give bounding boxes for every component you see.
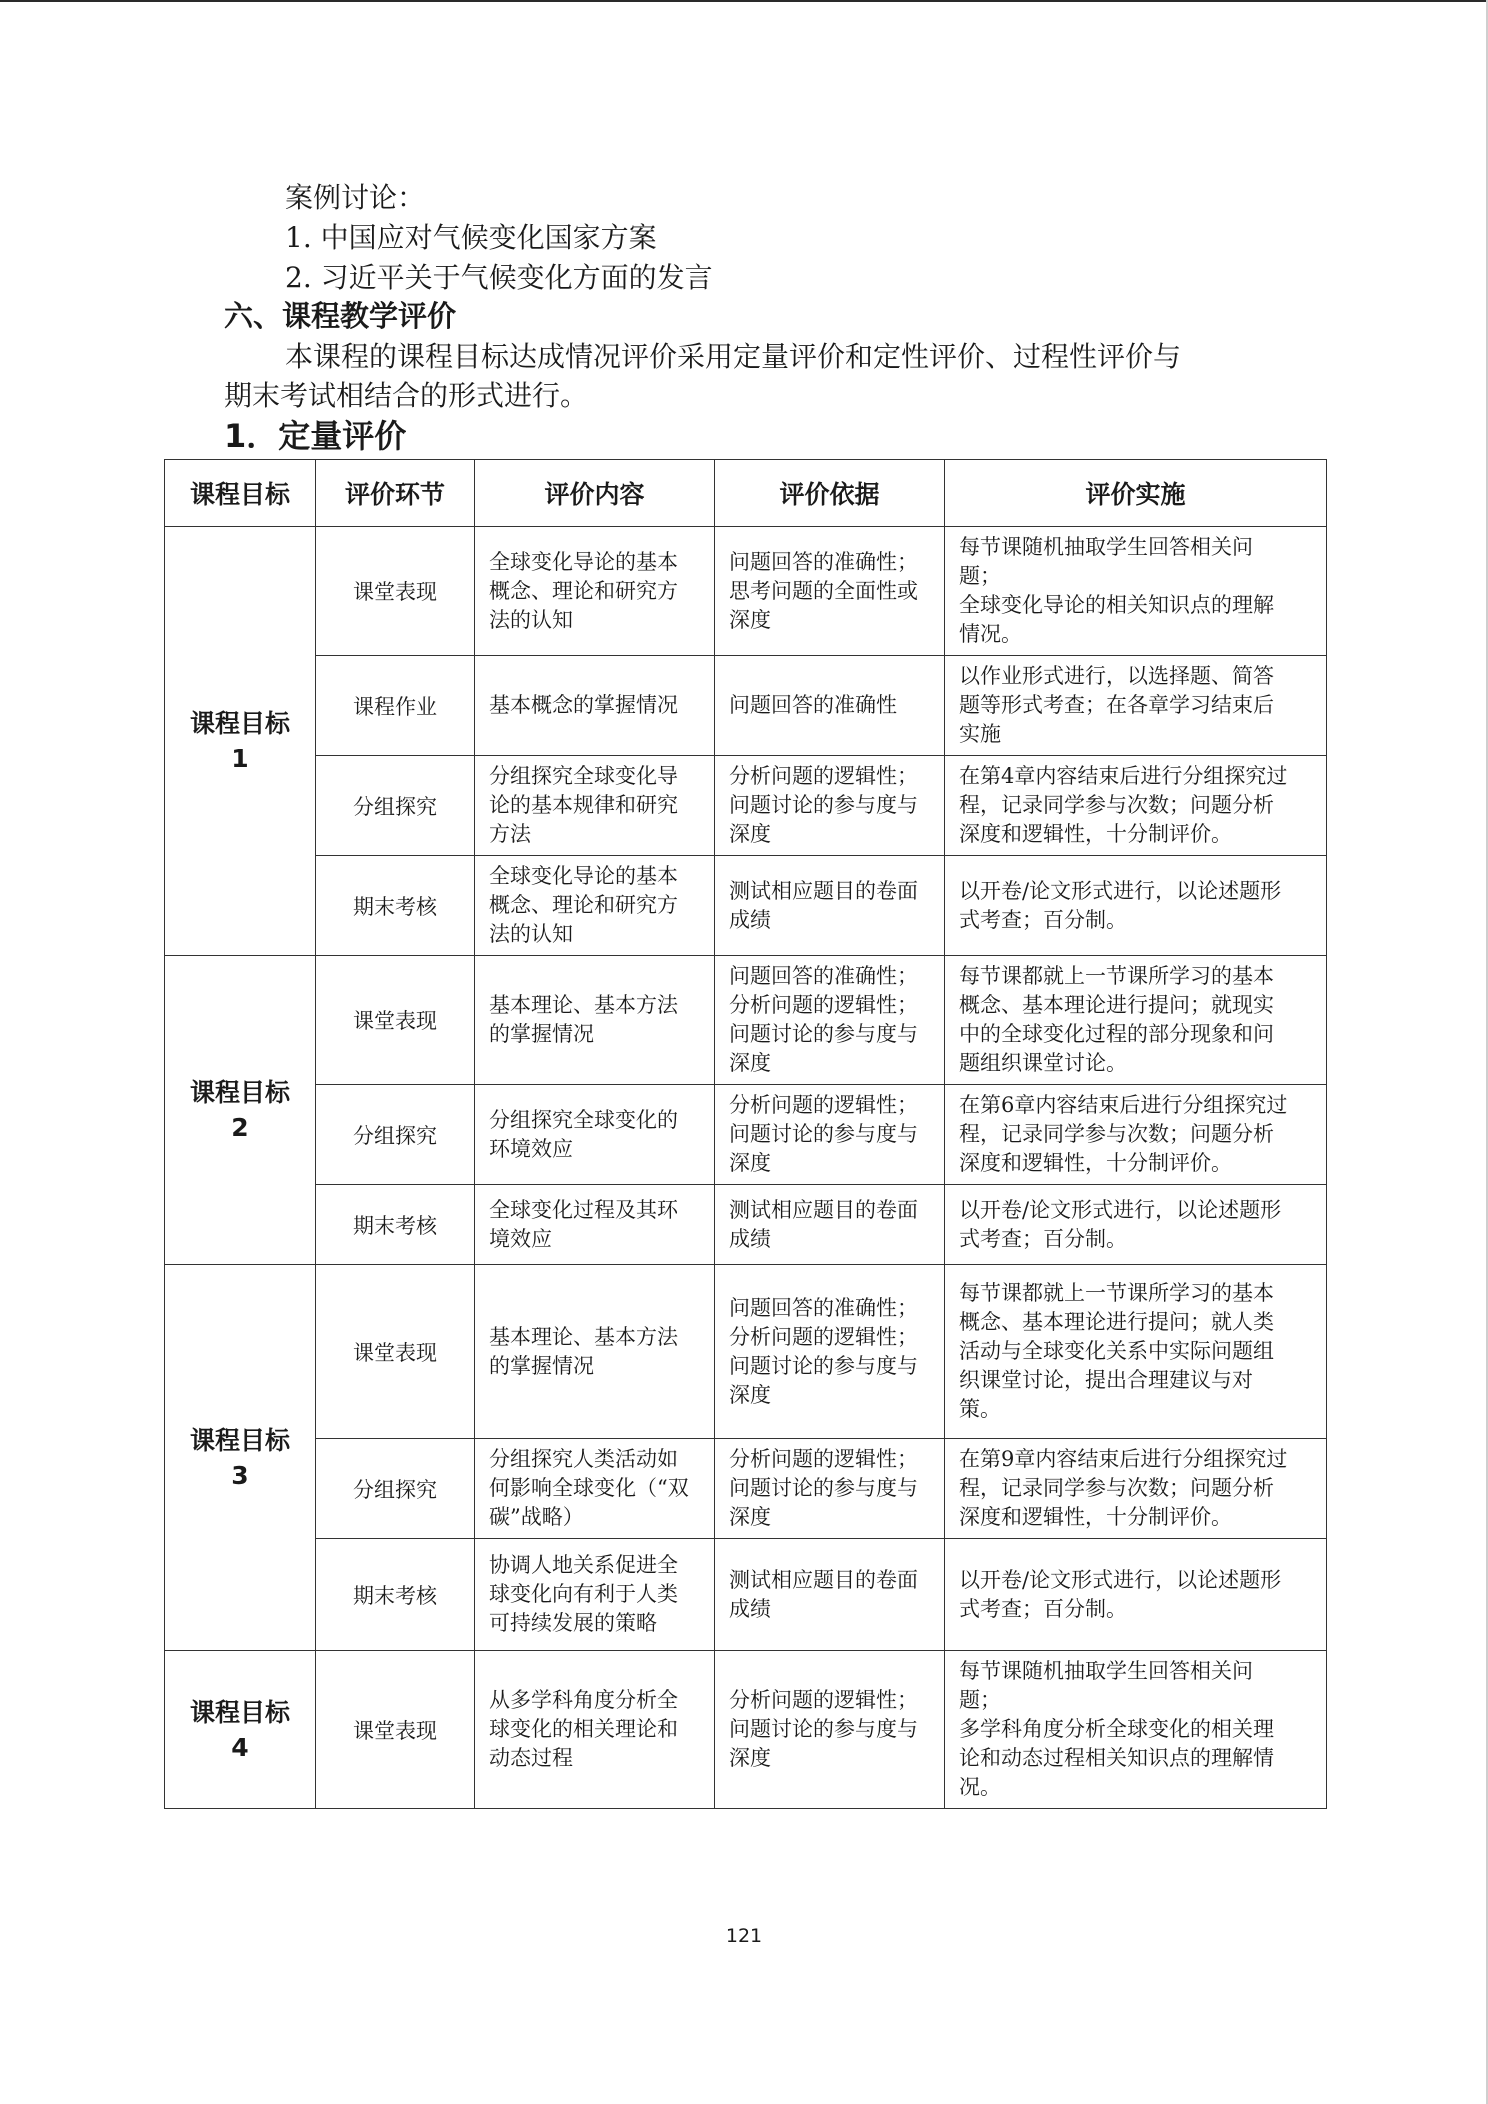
evaluation-basis-cell (715, 656, 945, 756)
table-row (165, 1185, 1327, 1265)
implementation-line: 中的全球变化过程的部分现象和问 (959, 1022, 1274, 1046)
table-body (165, 527, 1327, 1809)
evaluation-implementation-cell (945, 856, 1327, 956)
content-line: 方法 (489, 822, 531, 846)
implementation-line: 每节课随机抽取学生回答相关问 (959, 535, 1253, 559)
evaluation-link-cell: 期末考核 (316, 1539, 475, 1651)
evaluation-basis-cell (715, 1265, 945, 1439)
evaluation-link-cell: 课堂表现 (316, 527, 475, 656)
evaluation-content-cell (475, 527, 715, 656)
page-top-border (0, 0, 1488, 2)
evaluation-link-cell: 课堂表现 (316, 1651, 475, 1809)
implementation-line: 题组织课堂讨论。 (959, 1051, 1127, 1075)
basis-line: 分析问题的逻辑性； (729, 1324, 918, 1349)
goal-line: 课程目标 (189, 709, 290, 738)
evaluation-content-cell (475, 1651, 715, 1809)
implementation-line: 况。 (959, 1775, 1001, 1799)
goal-cell (165, 1265, 316, 1651)
evaluation-content-cell (475, 656, 715, 756)
intro-line-2: 期末考试相结合的形式进行。 (224, 379, 589, 412)
implementation-line: 式考查；百分制。 (959, 1226, 1127, 1251)
evaluation-link-cell: 分组探究 (316, 1439, 475, 1539)
evaluation-implementation-cell (945, 1085, 1327, 1185)
content-line: 协调人地关系促进全 (489, 1553, 678, 1577)
table-row (165, 756, 1327, 856)
basis-line: 深度 (729, 822, 771, 846)
implementation-line: 在第4章内容结束后进行分组探究过 (959, 764, 1288, 788)
implementation-line: 以开卷/论文形式进行，以论述题形 (959, 1197, 1282, 1222)
evaluation-implementation-cell (945, 656, 1327, 756)
table-row (165, 1265, 1327, 1439)
basis-line: 深度 (729, 1151, 771, 1175)
content-line: 分组探究全球变化导 (489, 764, 678, 788)
implementation-line: 在第9章内容结束后进行分组探究过 (959, 1447, 1288, 1471)
goal-cell (165, 527, 316, 956)
basis-line: 问题回答的准确性 (729, 693, 897, 717)
content-line: 全球变化导论的基本 (489, 549, 678, 574)
basis-line: 测试相应题目的卷面 (729, 1197, 918, 1222)
content-line: 法的认知 (489, 607, 573, 632)
header-content: 评价内容 (475, 460, 715, 527)
goal-line: 课程目标 (189, 1697, 290, 1727)
implementation-line: 每节课都就上一节课所学习的基本 (959, 964, 1274, 988)
evaluation-link-cell: 分组探究 (316, 1085, 475, 1185)
basis-line: 问题讨论的参与度与 (729, 793, 918, 817)
basis-line: 问题回答的准确性； (729, 964, 918, 988)
content-line: 全球变化导论的基本 (489, 864, 678, 888)
goal-line: 1 (231, 744, 249, 773)
basis-line: 问题讨论的参与度与 (729, 1353, 918, 1378)
content-line: 概念、理论和研究方 (489, 578, 678, 603)
implementation-line: 全球变化导论的相关知识点的理解 (959, 593, 1274, 617)
evaluation-link-cell: 课程作业 (316, 656, 475, 756)
basis-line: 问题讨论的参与度与 (729, 1476, 918, 1500)
implementation-line: 织课堂讨论，提出合理建议与对 (959, 1368, 1253, 1392)
goal-cell (165, 956, 316, 1265)
evaluation-implementation-cell (945, 1265, 1327, 1439)
evaluation-content-cell (475, 1265, 715, 1439)
evaluation-basis-cell (715, 756, 945, 856)
evaluation-content-cell (475, 1185, 715, 1265)
content-line: 基本理论、基本方法 (489, 1324, 678, 1349)
implementation-line: 深度和逻辑性，十分制评价。 (959, 1151, 1232, 1175)
implementation-line: 以作业形式进行，以选择题、简答 (959, 664, 1274, 688)
table-row (165, 656, 1327, 756)
basis-line: 问题讨论的参与度与 (729, 1022, 918, 1046)
implementation-line: 题； (959, 564, 1001, 588)
evaluation-implementation-cell (945, 1539, 1327, 1651)
content-line: 论的基本规律和研究 (489, 793, 678, 817)
basis-line: 成绩 (729, 907, 771, 932)
content-line: 分组探究全球变化的 (489, 1107, 678, 1132)
content-line: 法的认知 (489, 922, 573, 946)
implementation-line: 程，记录同学参与次数；问题分析 (959, 793, 1274, 817)
evaluation-link-cell: 分组探究 (316, 756, 475, 856)
page-number: 121 (725, 1925, 763, 1947)
basis-line: 分析问题的逻辑性； (729, 993, 918, 1017)
implementation-line: 题； (959, 1688, 1001, 1712)
evaluation-content-cell (475, 756, 715, 856)
evaluation-content-cell (475, 856, 715, 956)
content-line: 分组探究人类活动如 (489, 1447, 678, 1471)
evaluation-implementation-cell (945, 1185, 1327, 1265)
basis-line: 测试相应题目的卷面 (729, 878, 918, 903)
goal-line: 2 (231, 1113, 249, 1142)
basis-line: 问题讨论的参与度与 (729, 1717, 918, 1741)
table-row (165, 1439, 1327, 1539)
evaluation-implementation-cell (945, 956, 1327, 1085)
goal-line: 课程目标 (189, 1425, 290, 1455)
implementation-line: 活动与全球变化关系中实际问题组 (959, 1339, 1274, 1363)
table-row (165, 1085, 1327, 1185)
table-row (165, 1651, 1327, 1809)
content-line: 全球变化过程及其环 (489, 1197, 678, 1222)
implementation-line: 在第6章内容结束后进行分组探究过 (959, 1093, 1288, 1117)
content-line: 基本理论、基本方法 (489, 993, 678, 1017)
evaluation-content-cell (475, 1439, 715, 1539)
basis-line: 深度 (729, 607, 771, 632)
evaluation-implementation-cell (945, 1651, 1327, 1809)
table-header-row (165, 460, 1327, 527)
evaluation-table (164, 459, 1327, 1809)
content-line: 概念、理论和研究方 (489, 893, 678, 917)
table-row (165, 956, 1327, 1085)
implementation-line: 以开卷/论文形式进行，以论述题形 (959, 1567, 1282, 1592)
content-line: 从多学科角度分析全 (489, 1688, 678, 1712)
table-row (165, 527, 1327, 656)
implementation-line: 以开卷/论文形式进行，以论述题形 (959, 878, 1282, 903)
evaluation-link-cell: 课堂表现 (316, 956, 475, 1085)
subheading-quantitative: 1．定量评价 (224, 417, 407, 455)
content-line: 可持续发展的策略 (489, 1611, 657, 1635)
basis-line: 深度 (729, 1505, 771, 1529)
implementation-line: 策。 (959, 1397, 1001, 1421)
evaluation-link-cell: 期末考核 (316, 1185, 475, 1265)
case-discussion-title: 案例讨论： (285, 181, 426, 214)
basis-line: 分析问题的逻辑性； (729, 1093, 918, 1117)
header-basis: 评价依据 (715, 460, 945, 527)
evaluation-link-cell: 课堂表现 (316, 1265, 475, 1439)
goal-line: 课程目标 (189, 1078, 290, 1107)
implementation-line: 深度和逻辑性，十分制评价。 (959, 1505, 1232, 1529)
evaluation-basis-cell (715, 1085, 945, 1185)
evaluation-basis-cell (715, 1539, 945, 1651)
header-goal: 课程目标 (165, 460, 316, 527)
implementation-line: 多学科角度分析全球变化的相关理 (959, 1717, 1274, 1741)
evaluation-basis-cell (715, 527, 945, 656)
evaluation-basis-cell (715, 1185, 945, 1265)
basis-line: 测试相应题目的卷面 (729, 1567, 918, 1592)
implementation-line: 概念、基本理论进行提问；就现实 (959, 993, 1274, 1017)
header-link: 评价环节 (316, 460, 475, 527)
evaluation-basis-cell (715, 1651, 945, 1809)
basis-line: 思考问题的全面性或 (729, 578, 918, 603)
basis-line: 分析问题的逻辑性； (729, 764, 918, 788)
implementation-line: 题等形式考查；在各章学习结束后 (959, 693, 1274, 717)
evaluation-basis-cell (715, 856, 945, 956)
section-heading: 六、课程教学评价 (224, 299, 457, 333)
basis-line: 成绩 (729, 1596, 771, 1621)
implementation-line: 式考查；百分制。 (959, 1596, 1127, 1621)
case-discussion-item-1: 1. 中国应对气候变化国家方案 (285, 221, 657, 254)
basis-line: 成绩 (729, 1226, 771, 1251)
evaluation-implementation-cell (945, 527, 1327, 656)
content-line: 动态过程 (489, 1746, 573, 1770)
implementation-line: 深度和逻辑性，十分制评价。 (959, 822, 1232, 846)
goal-line: 3 (231, 1460, 249, 1490)
basis-line: 深度 (729, 1051, 771, 1075)
evaluation-link-cell: 期末考核 (316, 856, 475, 956)
case-discussion-item-2: 2. 习近平关于气候变化方面的发言 (285, 261, 713, 294)
evaluation-content-cell (475, 1539, 715, 1651)
content-line: 何影响全球变化（“双 (489, 1476, 689, 1500)
evaluation-basis-cell (715, 956, 945, 1085)
implementation-line: 论和动态过程相关知识点的理解情 (959, 1746, 1274, 1770)
content-line: 的掌握情况 (489, 1353, 594, 1378)
content-line: 球变化的相关理论和 (489, 1717, 678, 1741)
content-line: 境效应 (489, 1226, 552, 1251)
implementation-line: 式考查；百分制。 (959, 907, 1127, 932)
evaluation-implementation-cell (945, 1439, 1327, 1539)
content-line: 环境效应 (489, 1136, 573, 1161)
implementation-line: 每节课都就上一节课所学习的基本 (959, 1281, 1274, 1305)
basis-line: 深度 (729, 1382, 771, 1407)
implementation-line: 概念、基本理论进行提问；就人类 (959, 1310, 1274, 1334)
implementation-line: 每节课随机抽取学生回答相关问 (959, 1659, 1253, 1683)
basis-line: 问题讨论的参与度与 (729, 1122, 918, 1146)
implementation-line: 程，记录同学参与次数；问题分析 (959, 1476, 1274, 1500)
header-implementation: 评价实施 (945, 460, 1327, 527)
basis-line: 分析问题的逻辑性； (729, 1688, 918, 1712)
content-line: 的掌握情况 (489, 1022, 594, 1046)
basis-line: 问题回答的准确性； (729, 549, 918, 574)
intro-line-1: 本课程的课程目标达成情况评价采用定量评价和定性评价、过程性评价与 (285, 340, 1182, 373)
content-line: 球变化向有利于人类 (489, 1582, 678, 1606)
content-line: 碳”战略） (489, 1505, 584, 1529)
implementation-line: 实施 (959, 722, 1001, 746)
goal-line: 4 (231, 1732, 249, 1762)
evaluation-implementation-cell (945, 756, 1327, 856)
implementation-line: 程，记录同学参与次数；问题分析 (959, 1122, 1274, 1146)
implementation-line: 情况。 (959, 622, 1022, 646)
evaluation-basis-cell (715, 1439, 945, 1539)
table-row (165, 856, 1327, 956)
basis-line: 问题回答的准确性； (729, 1295, 918, 1320)
content-line: 基本概念的掌握情况 (489, 693, 678, 717)
table-row (165, 1539, 1327, 1651)
basis-line: 分析问题的逻辑性； (729, 1447, 918, 1471)
basis-line: 深度 (729, 1746, 771, 1770)
evaluation-content-cell (475, 1085, 715, 1185)
evaluation-content-cell (475, 956, 715, 1085)
goal-cell (165, 1651, 316, 1809)
